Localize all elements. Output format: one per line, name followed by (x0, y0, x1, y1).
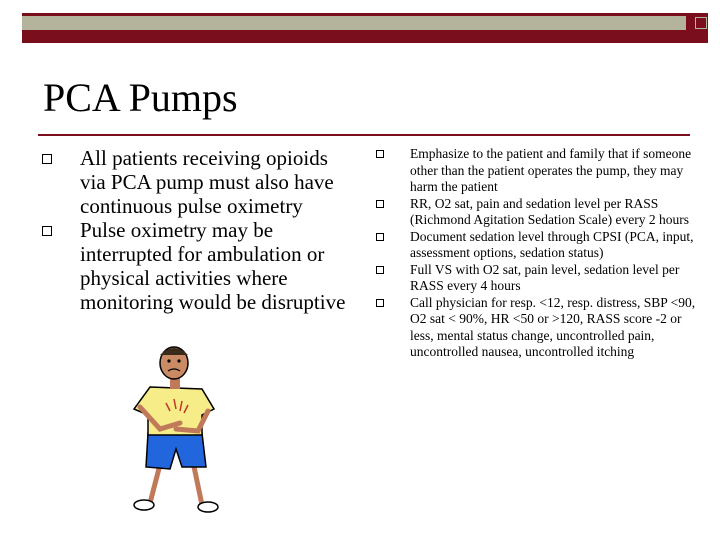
square-bullet-icon (376, 266, 384, 274)
list-item (42, 218, 352, 314)
right-bullet-list (376, 146, 696, 361)
list-item (376, 262, 696, 295)
title-bar-square (695, 17, 707, 29)
bullet-text: Pulse oximetry may be interrupted for ambulation or physical activities where monitoring would be disruptive (80, 218, 346, 314)
square-bullet-icon (376, 200, 384, 208)
title-bar-decoration (22, 13, 708, 43)
list-item (376, 196, 696, 229)
slide-title: PCA Pumps (43, 75, 238, 120)
bullet-text: RR, O2 sat, pain and sedation level per RASS (Richmond Agitation Sedation Scale) every 2 hours (410, 195, 689, 227)
square-bullet-icon (42, 154, 52, 164)
title-bar-band (22, 16, 686, 30)
bullet-text: Call physician for resp. <12, resp. distress, SBP <90, O2 sat < 90%, HR <50 or >120, RASS score -2 or less, mental status change, uncontrolled pain, uncontrolled nausea, uncontrolled itching (410, 294, 696, 359)
list-item (376, 146, 696, 196)
list-item (376, 295, 696, 361)
bullet-text: All patients receiving opioids via PCA pump must also have continuous pulse oximetry (80, 146, 334, 218)
title-divider (38, 134, 690, 136)
square-bullet-icon (376, 299, 384, 307)
list-item (42, 146, 352, 218)
left-bullet-list (42, 146, 352, 314)
square-bullet-icon (42, 226, 52, 236)
square-bullet-icon (376, 150, 384, 158)
list-item (376, 229, 696, 262)
patient-clipart (110, 345, 250, 515)
bullet-text: Emphasize to the patient and family that if someone other than the patient operates the pump, they may harm the patient (410, 146, 692, 194)
bullet-text: Full VS with O2 sat, pain level, sedation level per RASS every 4 hours (410, 261, 680, 293)
square-bullet-icon (376, 233, 384, 241)
bullet-text: Document sedation level through CPSI (PCA, input, assessment options, sedation status) (410, 228, 694, 260)
